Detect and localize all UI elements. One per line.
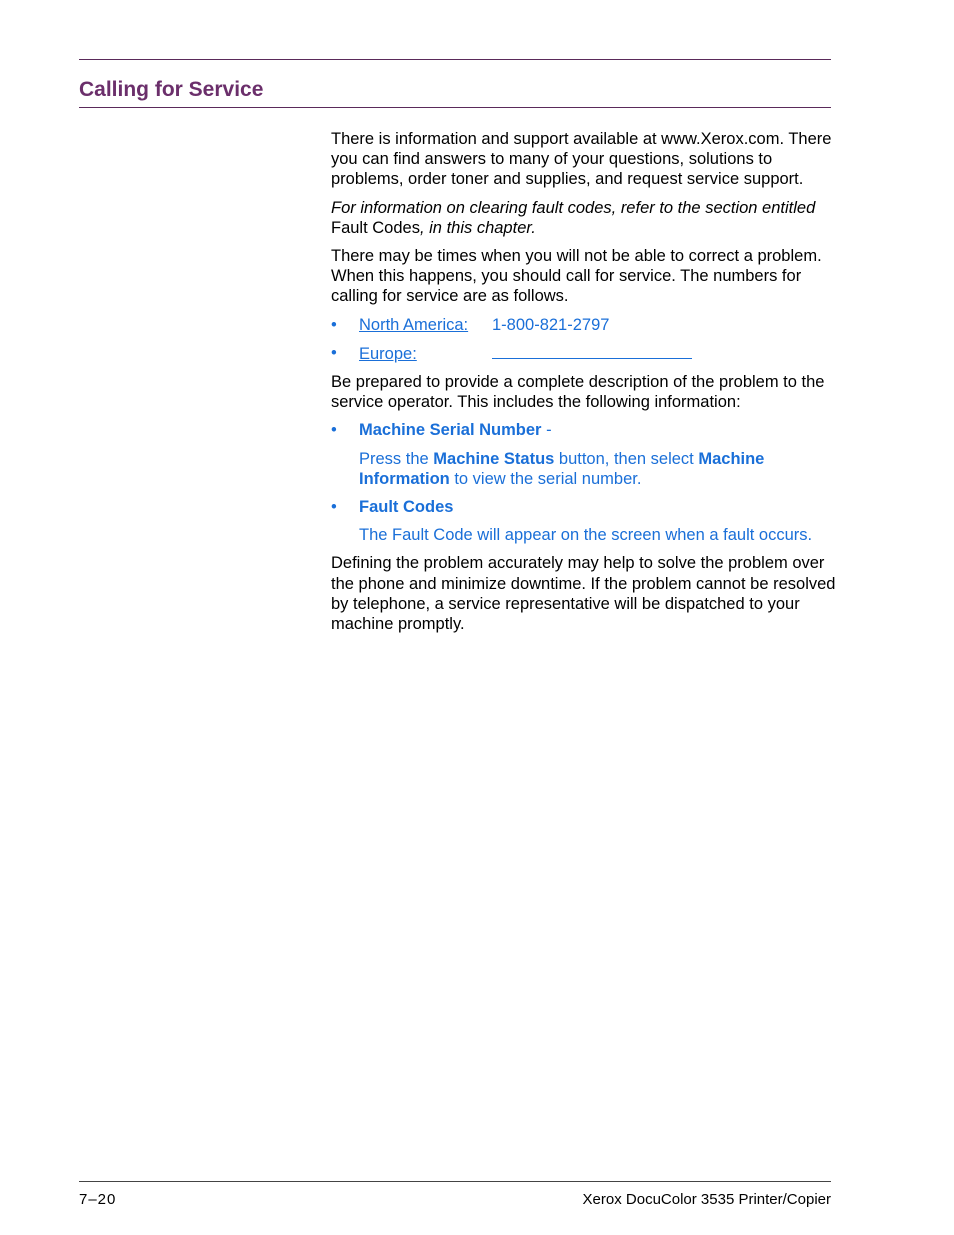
product-name: Xerox DocuColor 3535 Printer/Copier — [582, 1191, 831, 1208]
top-divider — [79, 59, 831, 60]
contact-north-america — [331, 315, 836, 335]
europe-number-blank — [492, 343, 692, 359]
title-divider — [79, 107, 831, 108]
page-title: Calling for Service — [79, 78, 264, 101]
service-intro-paragraph: There may be times when you will not be able to correct a problem. When this happens, you should call for service. The numbers for calling for service are as follows. — [331, 247, 822, 306]
info-item-serial-number — [331, 420, 836, 440]
fault-reference-suffix: , in this chapter. — [419, 218, 536, 237]
north-america-number: 1-800-821-2797 — [492, 315, 610, 334]
contact-europe — [331, 343, 836, 364]
info-item-fault-codes — [331, 497, 836, 517]
prepare-paragraph: Be prepared to provide a complete description of the problem to the service operator. This includes the following information: — [331, 373, 825, 412]
machine-status-button-ref: Machine Status — [433, 449, 555, 468]
closing-paragraph: Defining the problem accurately may help to solve the problem over the phone and minimize downtime. If the problem cannot be resolved by telephone, a service representative will be dispatched to your machine promptly. — [331, 554, 836, 634]
intro-paragraph: There is information and support available at www.Xerox.com. There you can find answers to many of your questions, solutions to problems, order toner and supplies, and request service support. — [331, 130, 832, 189]
serial-number-title: Machine Serial Number — [359, 421, 542, 440]
fault-codes-detail: The Fault Code will appear on the screen when a fault occurs. — [359, 526, 813, 545]
fault-reference-prefix: For information on clearing fault codes, refer to the section entitled — [331, 198, 816, 217]
page-number: 7–20 — [79, 1191, 117, 1208]
serial-detail-text-3: to view the serial number. — [449, 469, 642, 488]
bullet-icon: • — [331, 421, 337, 440]
serial-number-title-suffix: - — [541, 421, 552, 440]
body-content — [331, 129, 836, 642]
europe-link[interactable]: Europe: — [359, 344, 417, 363]
serial-number-detail — [331, 449, 836, 489]
bullet-icon: • — [331, 498, 337, 517]
bullet-icon: • — [331, 343, 337, 362]
machine-information-ref: Machine Information — [359, 449, 765, 488]
serial-detail-text-1: Press the — [359, 449, 434, 468]
north-america-link[interactable]: North America: — [359, 315, 469, 334]
fault-reference-paragraph — [331, 198, 836, 238]
fault-codes-reference: Fault Codes — [331, 218, 420, 237]
serial-detail-text-2: button, then select — [554, 449, 699, 468]
footer-divider — [79, 1181, 831, 1182]
fault-codes-title: Fault Codes — [359, 498, 454, 517]
bullet-icon: • — [331, 315, 337, 334]
